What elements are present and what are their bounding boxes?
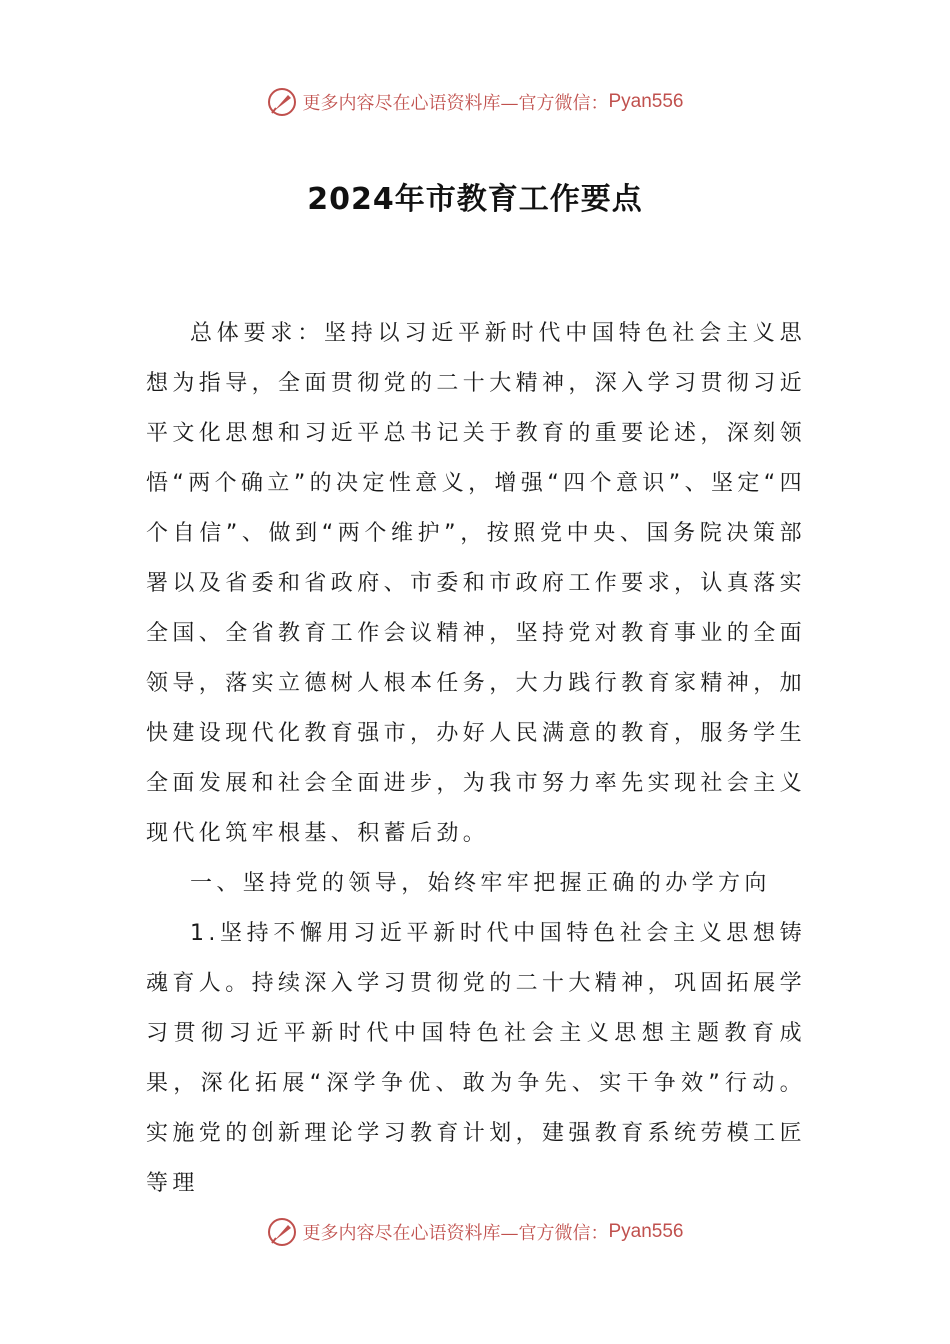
header-watermark-banner	[0, 82, 950, 122]
quill-logo-icon	[266, 1216, 298, 1248]
banner-text: 更多内容尽在心语资料库—官方微信：	[302, 93, 609, 114]
document-body	[146, 309, 806, 1209]
banner-brand-id: Pyan556	[608, 1221, 684, 1242]
section-heading-1: 一、坚持党的领导，始终牢牢把握正确的办学方向	[190, 871, 771, 896]
quill-logo-icon	[266, 86, 298, 118]
paragraph-item-1: 1.坚持不懈用习近平新时代中国特色社会主义思想铸魂育人。持续深入学习贯彻党的二十大精神，巩固拓展学习贯彻习近平新时代中国特色社会主义思想主题教育成果，深化拓展“深学争优、敢为争先、实干争效”行动。实施党的创新理论学习教育计划，建强教育系统劳模工匠等理	[146, 921, 807, 1196]
banner-brand-id: Pyan556	[608, 91, 684, 112]
document-title: 2024年市教育工作要点	[307, 182, 643, 217]
banner-text: 更多内容尽在心语资料库—官方微信：	[302, 1223, 609, 1244]
footer-watermark-banner	[0, 1212, 950, 1252]
paragraph-general-requirements: 总体要求：坚持以习近平新时代中国特色社会主义思想为指导，全面贯彻党的二十大精神，深入学习贯彻习近平文化思想和习近平总书记关于教育的重要论述，深刻领悟“两个确立”的决定性意义，增强“四个意识”、坚定“四个自信”、做到“两个维护”，按照党中央、国务院决策部署以及省委和省政府、市委和市政府工作要求，认真落实全国、全省教育工作会议精神，坚持党对教育事业的全面领导，落实立德树人根本任务，大力践行教育家精神，加快建设现代化教育强市，办好人民满意的教育，服务学生全面发展和社会全面进步，为我市努力率先实现社会主义现代化筑牢根基、积蓄后劲。	[146, 321, 807, 846]
